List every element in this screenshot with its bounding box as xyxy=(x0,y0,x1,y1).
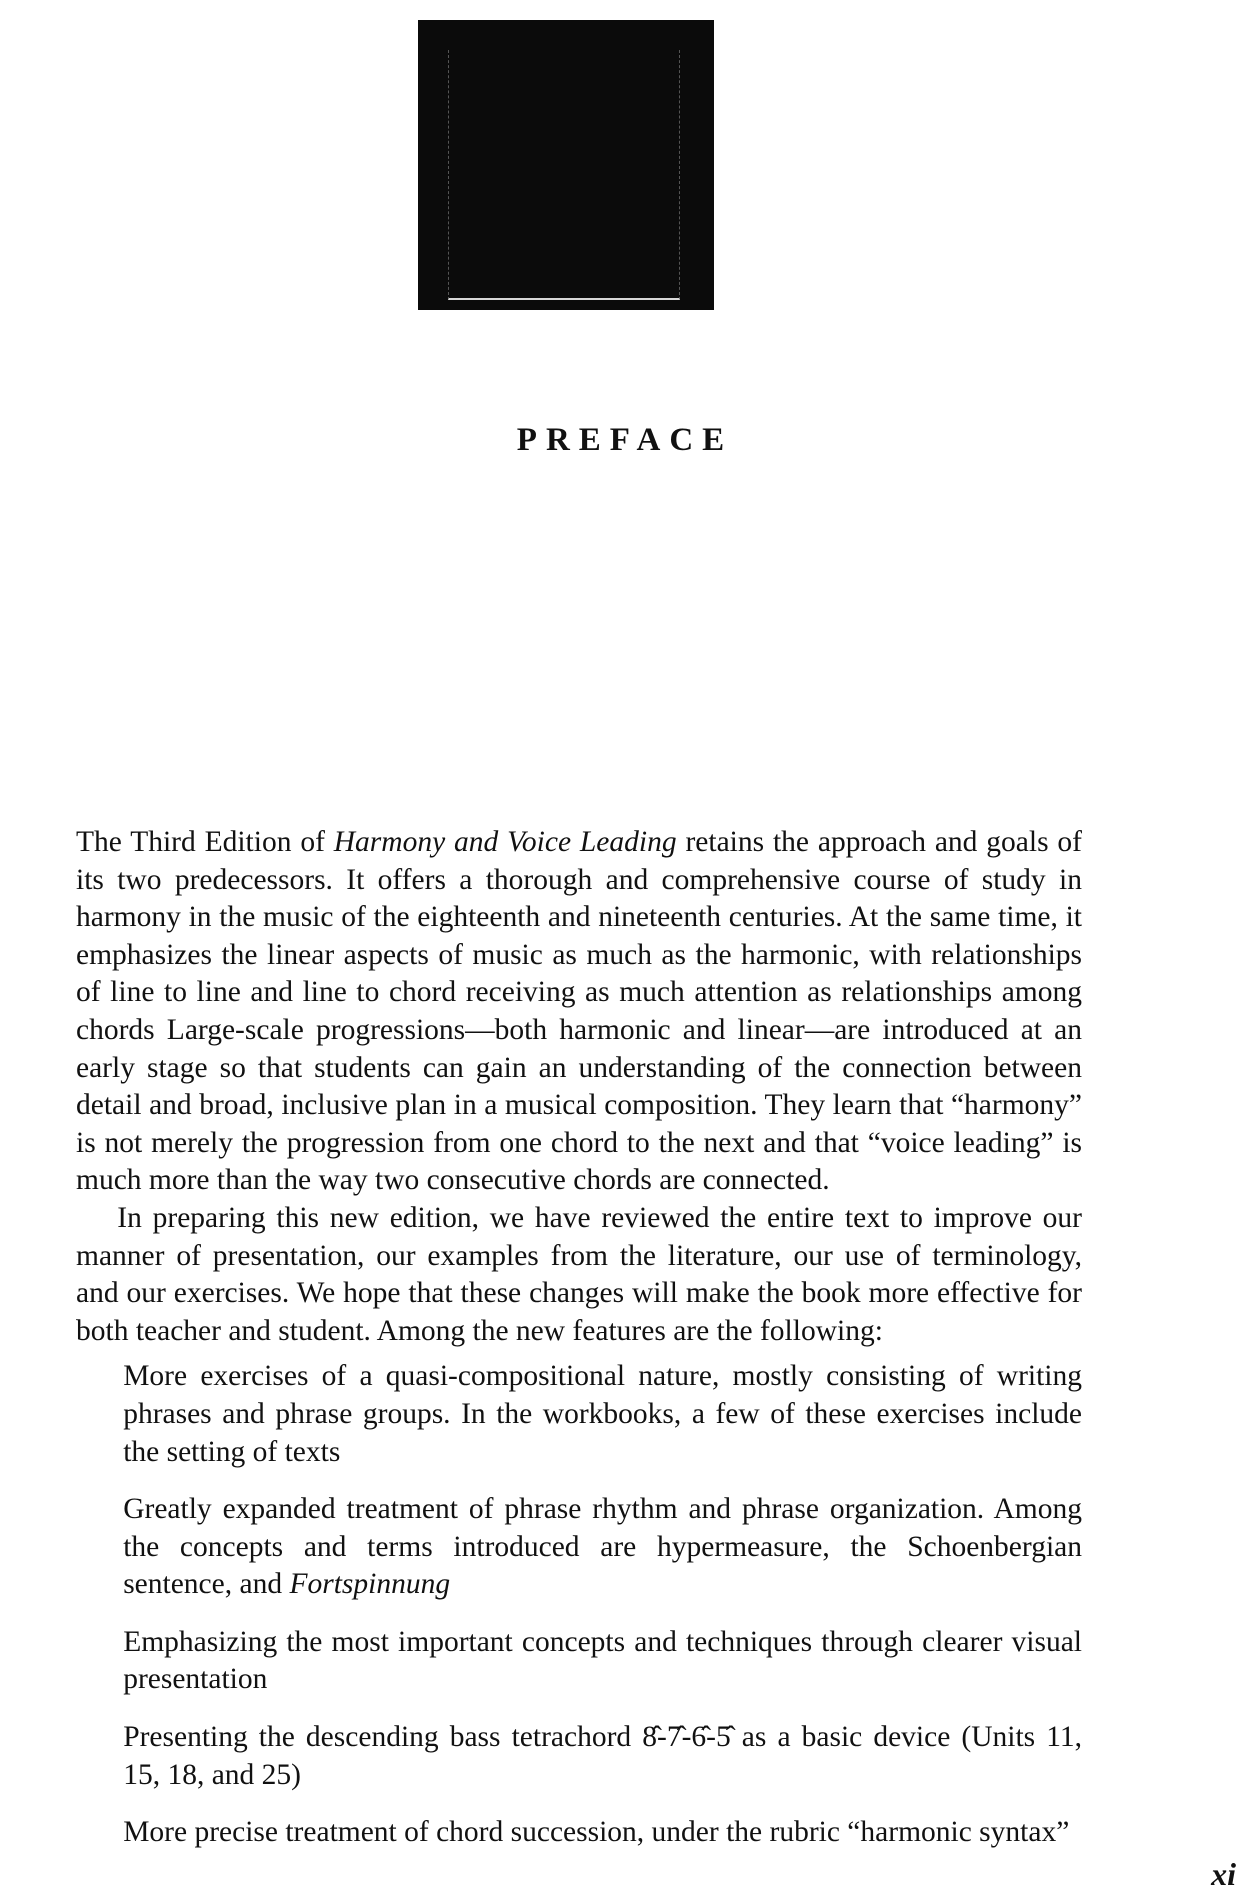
list-item: Emphasizing the most important concepts and techniques through clearer visual presentation xyxy=(123,1625,1082,1696)
feature-term: Fortspinnung xyxy=(289,1568,451,1601)
page-title: PREFACE xyxy=(516,422,734,459)
intro-body: retains the approach and goals of its two predecessors. It offers a thorough and comprehensive course of study in harmony in the music of the eighteenth and nineteenth centuries. At the same time, it emphasizes the linear aspects of music as much as the harmonic, with relationships of line to line and line to chord receiving as much attention as relationships among chords Large-scale progressions—both harmonic and linear—are introduced at an early stage so that students can gain an understanding of the connection between detail and broad, inclusive plan in a musical composition. They learn that “harmony” is not merely the progression from one chord to the next and that “voice leading” is much more than the way two consecutive chords are connected. xyxy=(76,826,1082,1197)
page-number: xi xyxy=(1211,1856,1236,1892)
book-title: Harmony and Voice Leading xyxy=(333,826,677,858)
body-text xyxy=(76,824,1082,1852)
list-item xyxy=(123,1491,1082,1604)
chapter-ornament xyxy=(418,20,714,310)
list-item: More precise treatment of chord succession, under the rubric “harmonic syntax” xyxy=(123,1816,1070,1849)
ornament-frame xyxy=(448,50,680,300)
intro-lead: The Third Edition of xyxy=(76,826,334,858)
paragraph-intro xyxy=(76,824,1082,1200)
feature-text: Greatly expanded treatment of phrase rhythm and phrase organization. Among the concepts and terms introduced are hypermeasure, the Schoenbergian sentence, and xyxy=(123,1493,1082,1601)
list-item: Presenting the descending bass tetrachord 8̂-7̂-6̂-5̂ as a basic device (Units 11, 15, 18, and 25) xyxy=(123,1721,1082,1791)
paragraph-new-edition: In preparing this new edition, we have reviewed the entire text to improve our manner of presentation, our examples from the literature, our use of terminology, and our exercises. We hope that these changes will make the book more effective for both teacher and student. Among the new features are the following: xyxy=(76,1201,1082,1347)
list-item: More exercises of a quasi-compositional nature, mostly consisting of writing phrases and phrase groups. In the workbooks, a few of these exercises include the setting of texts xyxy=(123,1360,1082,1468)
feature-list xyxy=(76,1358,1082,1852)
